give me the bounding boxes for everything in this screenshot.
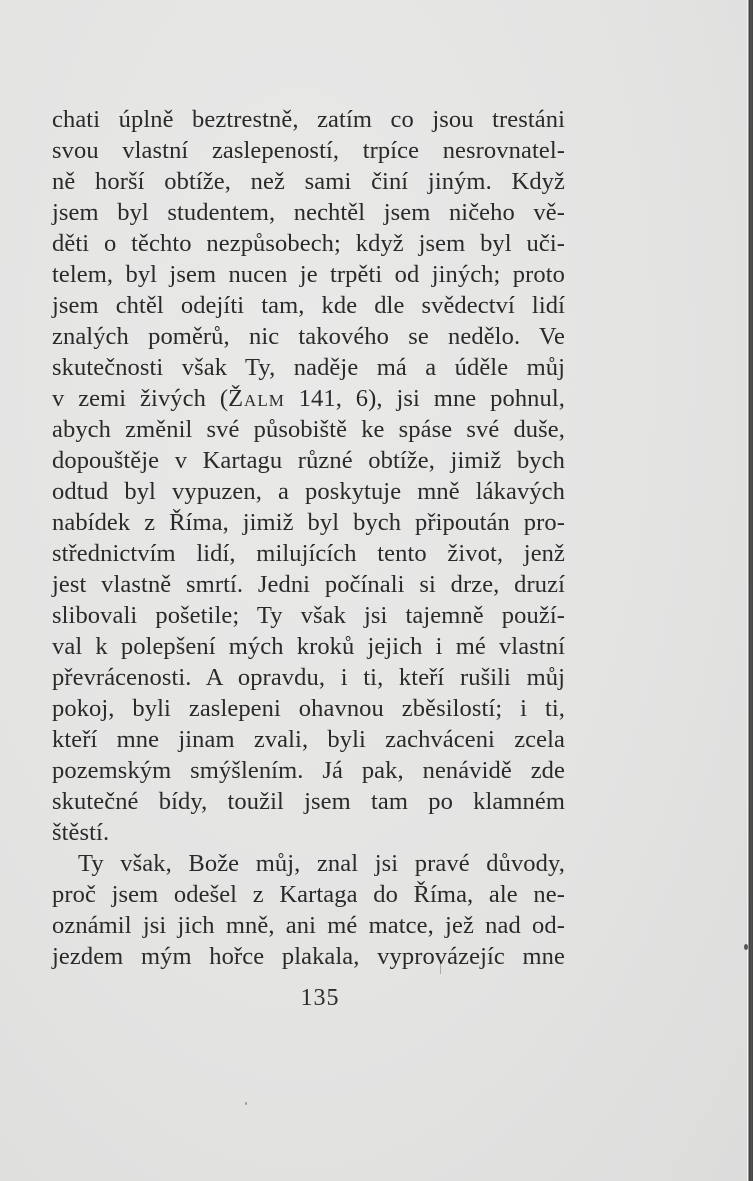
text-line: abych změnil své působiště ke spáse své duše, (52, 416, 565, 443)
text-line: dopouštěje v Kartagu různé obtíže, jimiž bych (52, 447, 565, 474)
text-line: znalých poměrů, nic takového se nedělo. Ve (52, 323, 565, 350)
text-line: odtud byl vypuzen, a poskytuje mně lákavých (52, 478, 565, 505)
citation-prefix: v zemi živých ( (52, 385, 229, 412)
page-number: 135 (300, 985, 340, 1011)
paragraph-2 (52, 848, 565, 972)
text-line: nabídek z Říma, jimiž byl bych připoután pro- (52, 509, 565, 536)
text-line: pozemským smýšlením. Já pak, nenávidě zde (52, 757, 565, 784)
text-line: jsem byl studentem, nechtěl jsem ničeho vě- (52, 199, 565, 226)
text-line: chati úplně beztrestně, zatím co jsou trestáni (52, 106, 565, 133)
page-edge-shadow (747, 0, 753, 1181)
text-line: děti o těchto nezpůsobech; když jsem byl uči- (52, 230, 565, 257)
paper-speck (245, 1102, 247, 1105)
text-line: jest vlastně smrtí. Jedni počínali si drze, druzí (52, 571, 565, 598)
paper-speck (744, 944, 748, 950)
text-line: kteří mne jinam zvali, byli zachváceni zcela (52, 726, 565, 753)
text-line-citation (52, 383, 565, 414)
text-line: telem, byl jsem nucen je trpěti od jiných; proto (52, 261, 565, 288)
text-line: jezdem mým hořce plakala, vyprovázejíc mne (52, 943, 565, 970)
citation-book: Žalm (228, 385, 285, 412)
body-text (52, 104, 565, 972)
paragraph-1 (52, 104, 565, 848)
text-line: skutečné bídy, toužil jsem tam po klamném (52, 788, 565, 815)
text-line: proč jsem odešel z Kartaga do Říma, ale ne- (52, 881, 565, 908)
citation-ref: 141, 6), jsi mne pohnul, (284, 385, 565, 412)
text-line: štěstí. (52, 819, 110, 846)
text-line: převrácenosti. A opravdu, i ti, kteří rušili můj (52, 664, 565, 691)
text-line: pokoj, byli zaslepeni ohavnou zběsilostí; i ti, (52, 695, 565, 722)
text-line: jsem chtěl odejíti tam, kde dle svědectví lidí (52, 292, 565, 319)
text-line: střednictvím lidí, milujících tento život, jenž (52, 540, 565, 567)
text-line: oznámil jsi jich mně, ani mé matce, jež nad od- (52, 912, 565, 939)
text-line: slibovali pošetile; Ty však jsi tajemně použí- (52, 602, 565, 629)
text-line: Ty však, Bože můj, znal jsi pravé důvody, (78, 850, 565, 877)
text-line: skutečnosti však Ty, naděje má a úděle můj (52, 354, 565, 381)
text-line: svou vlastní zaslepeností, trpíce nesrovnatel- (52, 137, 565, 164)
text-line: val k polepšení mých kroků jejich i mé vlastní (52, 633, 565, 660)
text-line: ně horší obtíže, než sami činí jiným. Když (52, 168, 565, 195)
